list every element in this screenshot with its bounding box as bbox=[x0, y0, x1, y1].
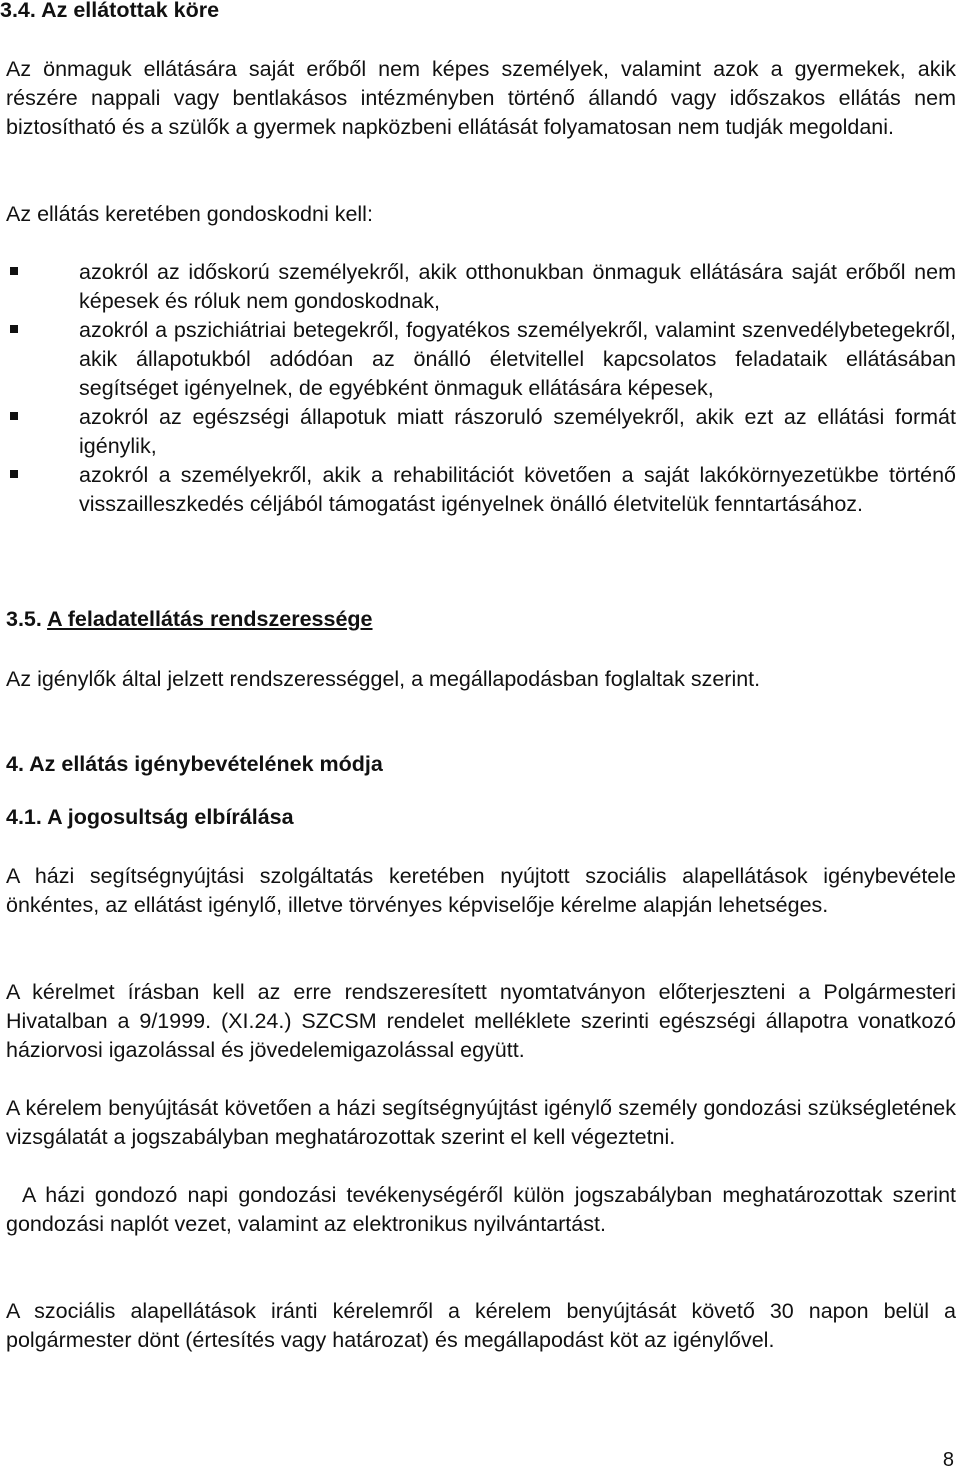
section-3-5-number: 3.5. bbox=[6, 607, 42, 631]
square-bullet-icon bbox=[10, 325, 18, 333]
list-item bbox=[6, 403, 956, 461]
section-4-title: Az ellátás igénybevételének módja bbox=[29, 752, 383, 776]
list-item bbox=[6, 258, 956, 316]
section-3-4-title: Az ellátottak köre bbox=[41, 0, 220, 22]
bullet-text: azokról az időskorú személyekről, akik otthonukban önmaguk ellátására saját erőből nem képesek és róluk nem gondoskodnak, bbox=[79, 260, 956, 313]
section-3-4-number: 3.4. bbox=[0, 0, 36, 22]
section-4-1-paragraph-2: A kérelmet írásban kell az erre rendszeresített nyomtatványon előterjeszteni a Polgármesteri Hivatalban a 9/1999. (XI.24.) SZCSM rendelet melléklete szerinti egészségi állapotra vonatkozó háziorvosi igazolással és jövedelemigazolással együtt. bbox=[6, 980, 956, 1062]
page-number: 8 bbox=[942, 1449, 954, 1471]
section-3-5-title: A feladatellátás rendszeressége bbox=[47, 607, 373, 631]
section-4-1-paragraph-1: A házi segítségnyújtási szolgáltatás keretében nyújtott szociális alapellátások igénybevétele önkéntes, az ellátást igénylő, illetve törvényes képviselője kérelme alapján lehetséges. bbox=[6, 864, 956, 917]
section-4-1-title: A jogosultság elbírálása bbox=[47, 805, 294, 829]
section-3-5-text: Az igénylők által jelzett rendszerességgel, a megállapodásban foglaltak szerint. bbox=[6, 667, 761, 691]
bullet-text: azokról a személyekről, akik a rehabilitációt követően a saját lakókörnyezetükbe történő visszailleszkedés céljából támogatást igényelnek önálló életvitelük fenntartásához. bbox=[79, 463, 956, 516]
square-bullet-icon bbox=[10, 412, 18, 420]
section-4-1-paragraph-5: A szociális alapellátások iránti kérelemről a kérelem benyújtását követő 30 napon belül a polgármester dönt (értesítés vagy határozat) és megállapodást köt az igénylővel. bbox=[6, 1299, 956, 1352]
section-3-5-heading bbox=[6, 605, 373, 634]
bullet-text: azokról a pszichiátriai betegekről, fogyatékos személyekről, valamint szenvedélybetegekről, akik állapotukból adódóan az önálló életvitellel kapcsolatos feladataik ellátásában segítséget igényelnek, de egyébként önmaguk ellátására képesek, bbox=[79, 318, 956, 400]
section-4-heading bbox=[6, 750, 383, 779]
section-3-4-intro: Az önmaguk ellátására saját erőből nem képes személyek, valamint azok a gyermekek, akik részére nappali vagy bentlakásos intézményben történő állandó vagy időszakos ellátás nem biztosítható és a szülők a gyermek napközbeni ellátását folyamatosan nem tudják megoldani. bbox=[6, 57, 956, 139]
section-4-1-paragraph-3: A kérelem benyújtását követően a házi segítségnyújtást igénylő személy gondozási szükségletének vizsgálatát a jogszabályban meghatározottak szerint el kell végeztetni. bbox=[6, 1096, 956, 1149]
eligibility-bullet-list bbox=[6, 258, 956, 519]
section-4-1-heading bbox=[6, 803, 294, 832]
section-3-4-heading bbox=[0, 0, 219, 25]
square-bullet-icon bbox=[10, 267, 18, 275]
bullet-text: azokról az egészségi állapotuk miatt rászoruló személyekről, akik ezt az ellátási formát igénylik, bbox=[79, 405, 956, 458]
section-4-1-number: 4.1. bbox=[6, 805, 42, 829]
section-4-number: 4. bbox=[6, 752, 24, 776]
list-item bbox=[6, 316, 956, 403]
section-3-4-lead: Az ellátás keretében gondoskodni kell: bbox=[6, 202, 373, 226]
list-item bbox=[6, 461, 956, 519]
section-4-1-paragraph-4: A házi gondozó napi gondozási tevékenységéről külön jogszabályban meghatározottak szerint gondozási naplót vezet, valamint az elektronikus nyilvántartást. bbox=[6, 1183, 956, 1236]
square-bullet-icon bbox=[10, 470, 18, 478]
